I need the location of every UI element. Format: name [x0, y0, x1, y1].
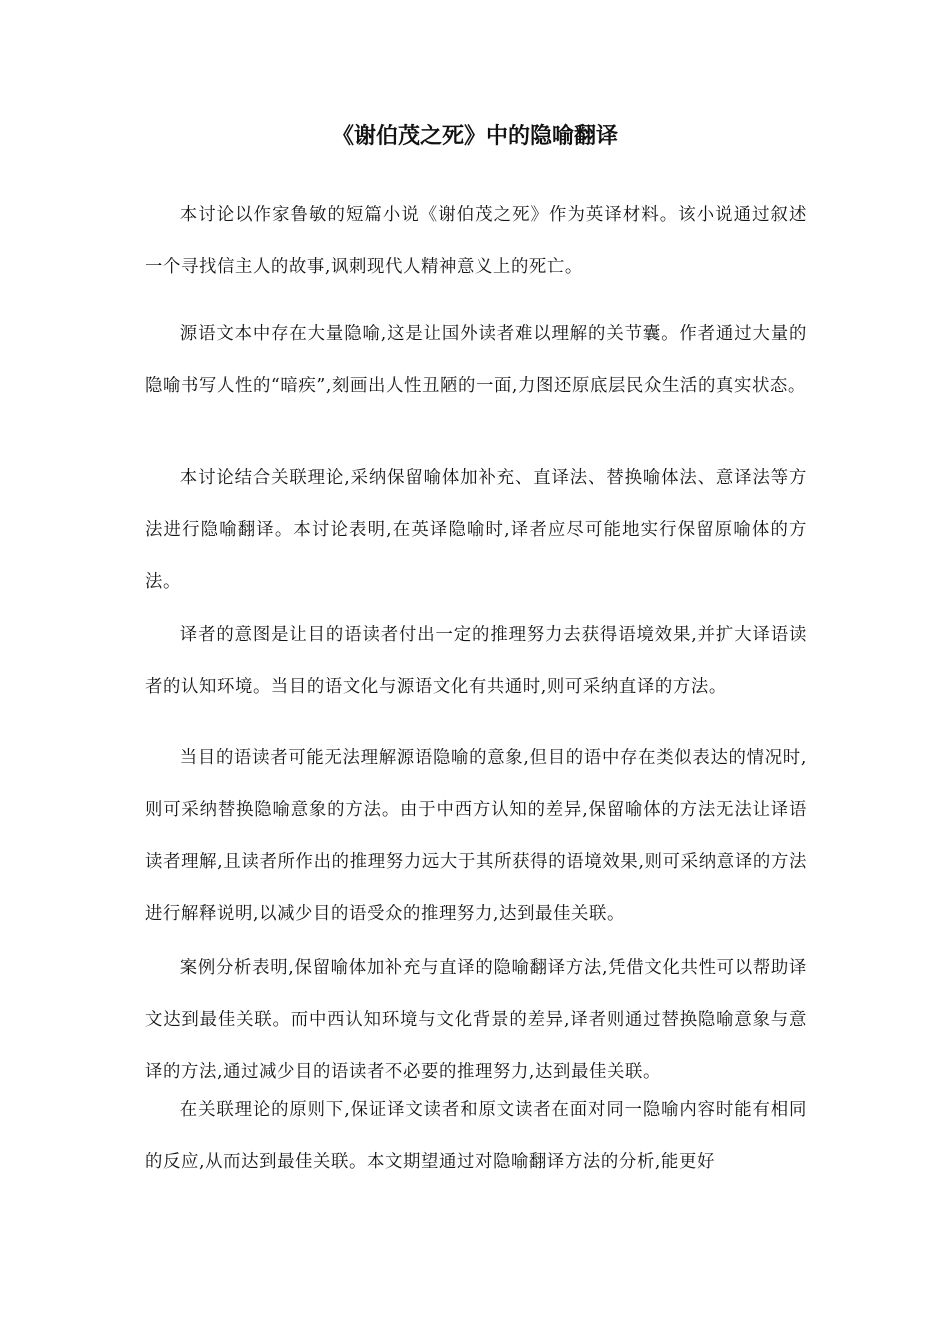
paragraph-2: 源语文本中存在大量隐喻,这是让国外读者难以理解的关节囊。作者通过大量的隐喻书写人性的“暗疾”,刻画出人性丑陋的一面,力图还原底层民众生活的真实状态。 [145, 324, 807, 396]
paragraph-5: 当目的语读者可能无法理解源语隐喻的意象,但目的语中存在类似表达的情况时,则可采纳替换隐喻意象的方法。由于中西方认知的差异,保留喻体的方法无法让译语读者理解,且读者所作出的推理努力远大于其所获得的语境效果,则可采纳意译的方法进行解释说明,以减少目的语受众的推理努力,达到最佳关联。 [145, 748, 807, 924]
paragraph-1: 本讨论以作家鲁敏的短篇小说《谢伯茂之死》作为英译材料。该小说通过叙述一个寻找信主人的故事,讽刺现代人精神意义上的死亡。 [145, 205, 807, 277]
paragraph-6: 案例分析表明,保留喻体加补充与直译的隐喻翻译方法,凭借文化共性可以帮助译文达到最佳关联。而中西认知环境与文化背景的差异,译者则通过替换隐喻意象与意译的方法,通过减少目的语读者不必要的推理努力,达到最佳关联。 [145, 958, 807, 1082]
paragraph-4: 译者的意图是让目的语读者付出一定的推理努力去获得语境效果,并扩大译语读者的认知环境。当目的语文化与源语文化有共通时,则可采纳直译的方法。 [145, 625, 807, 697]
document-title: 《谢伯茂之死》中的隐喻翻译 [331, 124, 618, 149]
paragraph-7: 在关联理论的原则下,保证译文读者和原文读者在面对同一隐喻内容时能有相同的反应,从而达到最佳关联。本文期望通过对隐喻翻译方法的分析,能更好 [145, 1100, 807, 1172]
paragraph-3: 本讨论结合关联理论,采纳保留喻体加补充、直译法、替换喻体法、意译法等方法进行隐喻翻译。本讨论表明,在英译隐喻时,译者应尽可能地实行保留原喻体的方法。 [145, 468, 807, 592]
